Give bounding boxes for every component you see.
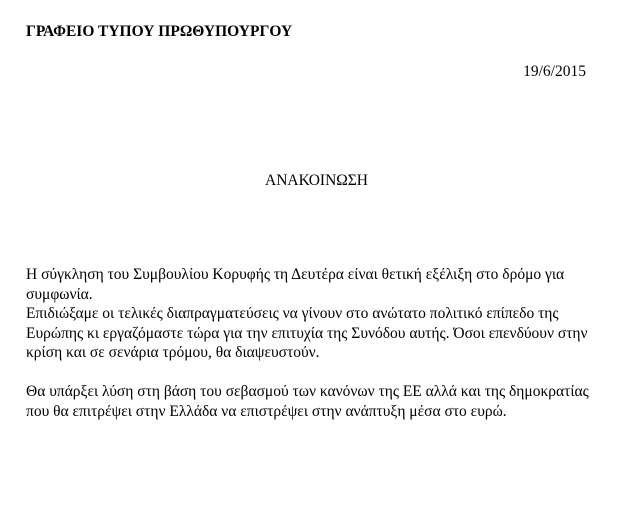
office-title: ΓΡΑΦΕΙΟ ΤΥΠΟΥ ΠΡΩΘΥΠΟΥΡΓΟΥ <box>26 23 293 40</box>
announcement-body <box>26 265 596 421</box>
paragraph-2: Επιδιώξαμε οι τελικές διαπραγματεύσεις να γίνουν στο ανώτατο πολιτικό επίπεδο της Ευρώπης κι εργαζόμαστε τώρα για την επιτυχία της Συνόδου αυτής. Όσοι επενδύουν στην κρίση και σε σενάρια τρόμου, θα διαψευστούν. <box>26 305 588 361</box>
announcement-heading: ΑΝΑΚΟΙΝΩΣΗ <box>265 172 368 189</box>
paragraph-spacer <box>26 363 596 383</box>
paragraph-3: Θα υπάρξει λύση στη βάση του σεβασμού των κανόνων της ΕΕ αλλά και της δημοκρατίας που θα επιτρέψει στην Ελλάδα να επιστρέψει στην ανάπτυξη μέσα στο ευρώ. <box>26 383 589 420</box>
paragraph-1: Η σύγκληση του Συμβουλίου Κορυφής τη Δευτέρα είναι θετική εξέλιξη στο δρόμο για συμφωνία. <box>26 266 565 303</box>
document-date: 19/6/2015 <box>523 63 586 80</box>
